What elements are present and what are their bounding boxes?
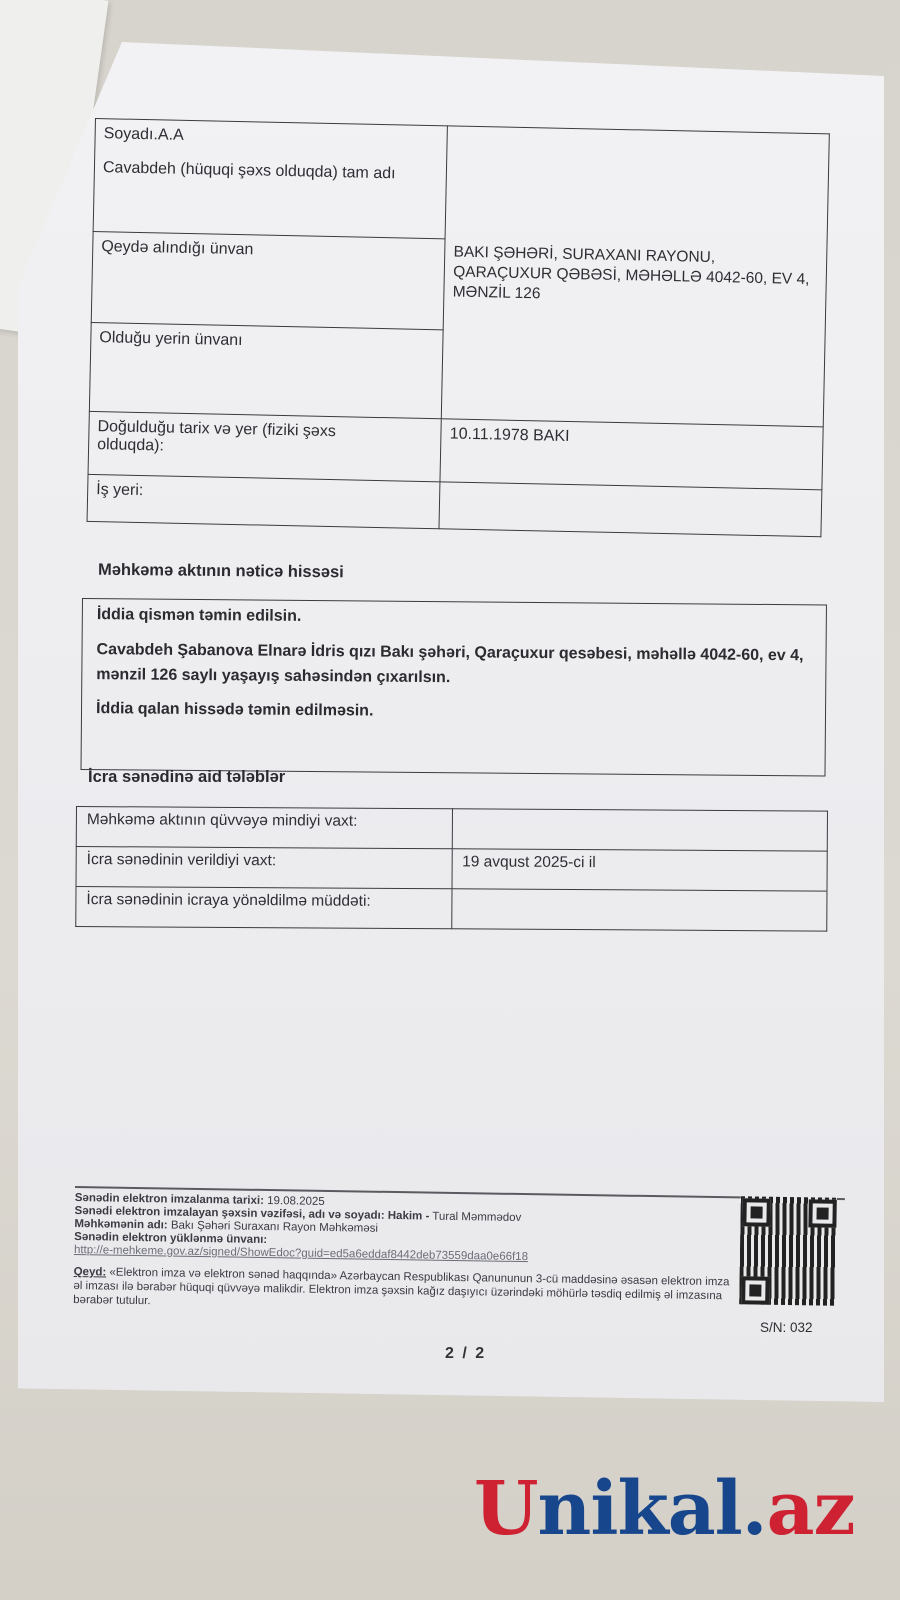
registered-address-label: Qeydə alındığı ünvan bbox=[91, 231, 445, 329]
court-name: Məhkəmənin adı: Bakı Şəhəri Suraxanı Rayon Məhkəməsi bbox=[74, 1217, 379, 1235]
enforcement-section-title: İcra sənədinə aid tələblər bbox=[88, 768, 286, 786]
signature-footer bbox=[73, 1186, 845, 1319]
workplace-label: İş yeri: bbox=[87, 474, 440, 528]
upload-address-label: Sənədin elektron yüklənmə ünvanı: bbox=[74, 1230, 268, 1247]
result-line-3: İddia qalan hissədə təmin edilməsin. bbox=[95, 700, 374, 720]
birth-value: 10.11.1978 BAKI bbox=[440, 419, 823, 490]
enforcement-row: İcra sənədinin verildiyi vaxt: 19 avqust 2025-ci il bbox=[76, 847, 827, 892]
unikal-watermark-logo: Unikal.az bbox=[474, 1466, 855, 1552]
name-cell bbox=[93, 119, 448, 239]
enforcement-table bbox=[75, 806, 828, 932]
enforcement-row: Məhkəmə aktının qüvvəyə mindiyi vaxt: bbox=[76, 807, 827, 852]
serial-number: S/N: 032 bbox=[760, 1320, 813, 1335]
result-line-2: Cavabdeh Şabanova Elnarə İdris qızı Bakı şəhəri, Qaraçuxur qesəbesi, məhəllə 4042-60, ev 4, mənzil 126 saylı yaşayış sahəsindən çıxarılsın. bbox=[96, 640, 804, 686]
result-line-1: İddia qismən təmin edilsin. bbox=[96, 606, 302, 625]
signer-info: Sənədi elektron imzalayan şəxsin vəzifəsi, adı və soyadı: Hakim - Tural Məmmədov bbox=[74, 1204, 522, 1225]
respondent-table bbox=[87, 118, 830, 537]
workplace-value bbox=[439, 482, 822, 537]
legal-note: Qeyd: «Elektron imza və elektron sənəd haqqında» Azərbaycan Respublikası Qanununun 3-cü maddəsinə əsasən elektron imza əl imzası ilə bərabər hüquqi qüvvəyə malikdir. Elektron imza şəxsin kağız daşıyıcı üzərindəki möhürlə təsdiq edilmiş əl imzasına bərabər tutulur. bbox=[73, 1265, 730, 1307]
legal-name-label: Cavabdeh (hüquqi şəxs olduqda) tam adı bbox=[102, 159, 396, 183]
surname-label: Soyadı.A.A bbox=[103, 125, 184, 144]
enforcement-row: İcra sənədinin icraya yönəldilmə müddəti: bbox=[76, 887, 827, 932]
current-address-label: Olduğu yerin ünvanı bbox=[89, 322, 443, 418]
address-value: BAKI ŞƏHƏRİ, SURAXANI RAYONU, QARAÇUXUR QƏBƏSİ, MƏHƏLLƏ 4042-60, EV 4, MƏNZİL 126 bbox=[442, 126, 830, 427]
birth-label: Doğulduğu tarix və yer (fiziki şəxs olduqda): bbox=[88, 411, 442, 481]
result-section-title: Məhkəmə aktının nəticə hissəsi bbox=[97, 560, 344, 582]
result-box bbox=[80, 598, 826, 776]
page-number: 2 / 2 bbox=[445, 1345, 487, 1362]
upload-link[interactable]: http://e-mehkeme.gov.az/signed/ShowEdoc?guid=ed5a6eddaf8442deb73559daa0e66f18 bbox=[73, 1243, 529, 1264]
signing-date: Sənədin elektron imzalanma tarixi: 19.08.2025 bbox=[74, 1191, 325, 1208]
qr-code-icon bbox=[739, 1196, 837, 1305]
